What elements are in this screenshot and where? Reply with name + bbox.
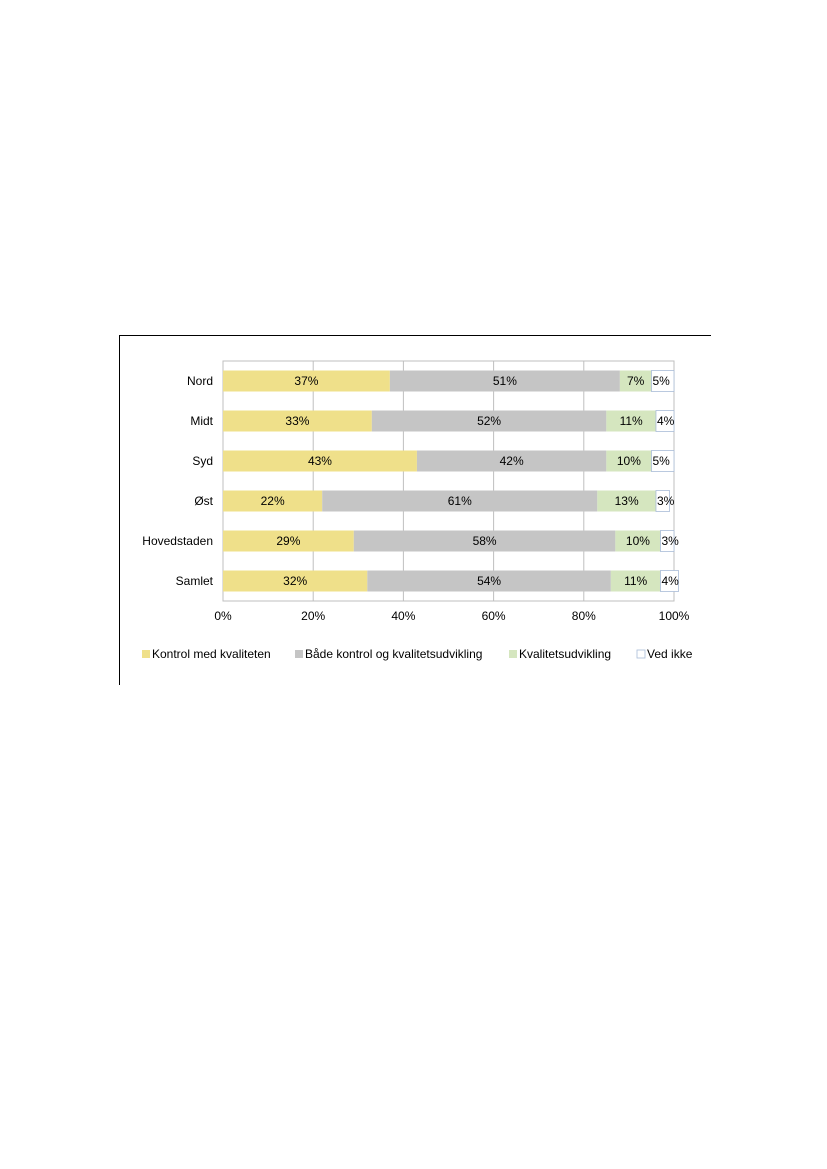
category-label: Syd	[192, 454, 213, 468]
data-label: 51%	[492, 374, 517, 388]
category-label: Nord	[186, 374, 213, 388]
data-label: 29%	[276, 534, 301, 548]
legend-label: Kvalitetsudvikling	[519, 647, 612, 661]
data-label: 5%	[652, 374, 670, 388]
category-label: Midt	[190, 414, 213, 428]
data-label: 10%	[625, 534, 650, 548]
category-label: Øst	[194, 494, 213, 508]
stacked-bar-chart	[120, 336, 712, 686]
category-label: Hovedstaden	[142, 534, 213, 548]
data-label: 10%	[616, 454, 641, 468]
legend-swatch	[637, 650, 645, 658]
data-label: 61%	[447, 494, 472, 508]
legend-swatch	[509, 650, 517, 658]
data-label: 13%	[614, 494, 639, 508]
x-tick-label: 40%	[391, 609, 416, 623]
legend-swatch	[295, 650, 303, 658]
data-label: 11%	[624, 574, 648, 588]
data-label: 4%	[661, 574, 679, 588]
data-label: 7%	[626, 374, 645, 388]
data-label: 37%	[294, 374, 319, 388]
data-label: 58%	[472, 534, 497, 548]
category-label: Samlet	[175, 574, 213, 588]
data-label: 33%	[285, 414, 310, 428]
x-tick-label: 20%	[301, 609, 326, 623]
data-label: 52%	[477, 414, 502, 428]
data-label: 3%	[661, 534, 679, 548]
plot-area	[223, 361, 674, 601]
x-tick-label: 60%	[481, 609, 506, 623]
legend-label: Kontrol med kvaliteten	[152, 647, 271, 661]
x-tick-label: 80%	[571, 609, 596, 623]
legend-swatch	[142, 650, 150, 658]
x-tick-label: 0%	[214, 609, 232, 623]
data-label: 32%	[283, 574, 308, 588]
data-label: 42%	[499, 454, 524, 468]
legend-label: Både kontrol og kvalitetsudvikling	[305, 647, 483, 661]
data-label: 3%	[656, 494, 675, 508]
data-label: 54%	[477, 574, 502, 588]
chart-frame	[119, 335, 711, 685]
data-label: 11%	[619, 414, 643, 428]
data-label: 5%	[652, 454, 670, 468]
x-tick-label: 100%	[658, 609, 690, 623]
data-label: 22%	[260, 494, 285, 508]
data-label: 4%	[656, 414, 675, 428]
data-label: 43%	[307, 454, 332, 468]
legend-label: Ved ikke	[647, 647, 693, 661]
